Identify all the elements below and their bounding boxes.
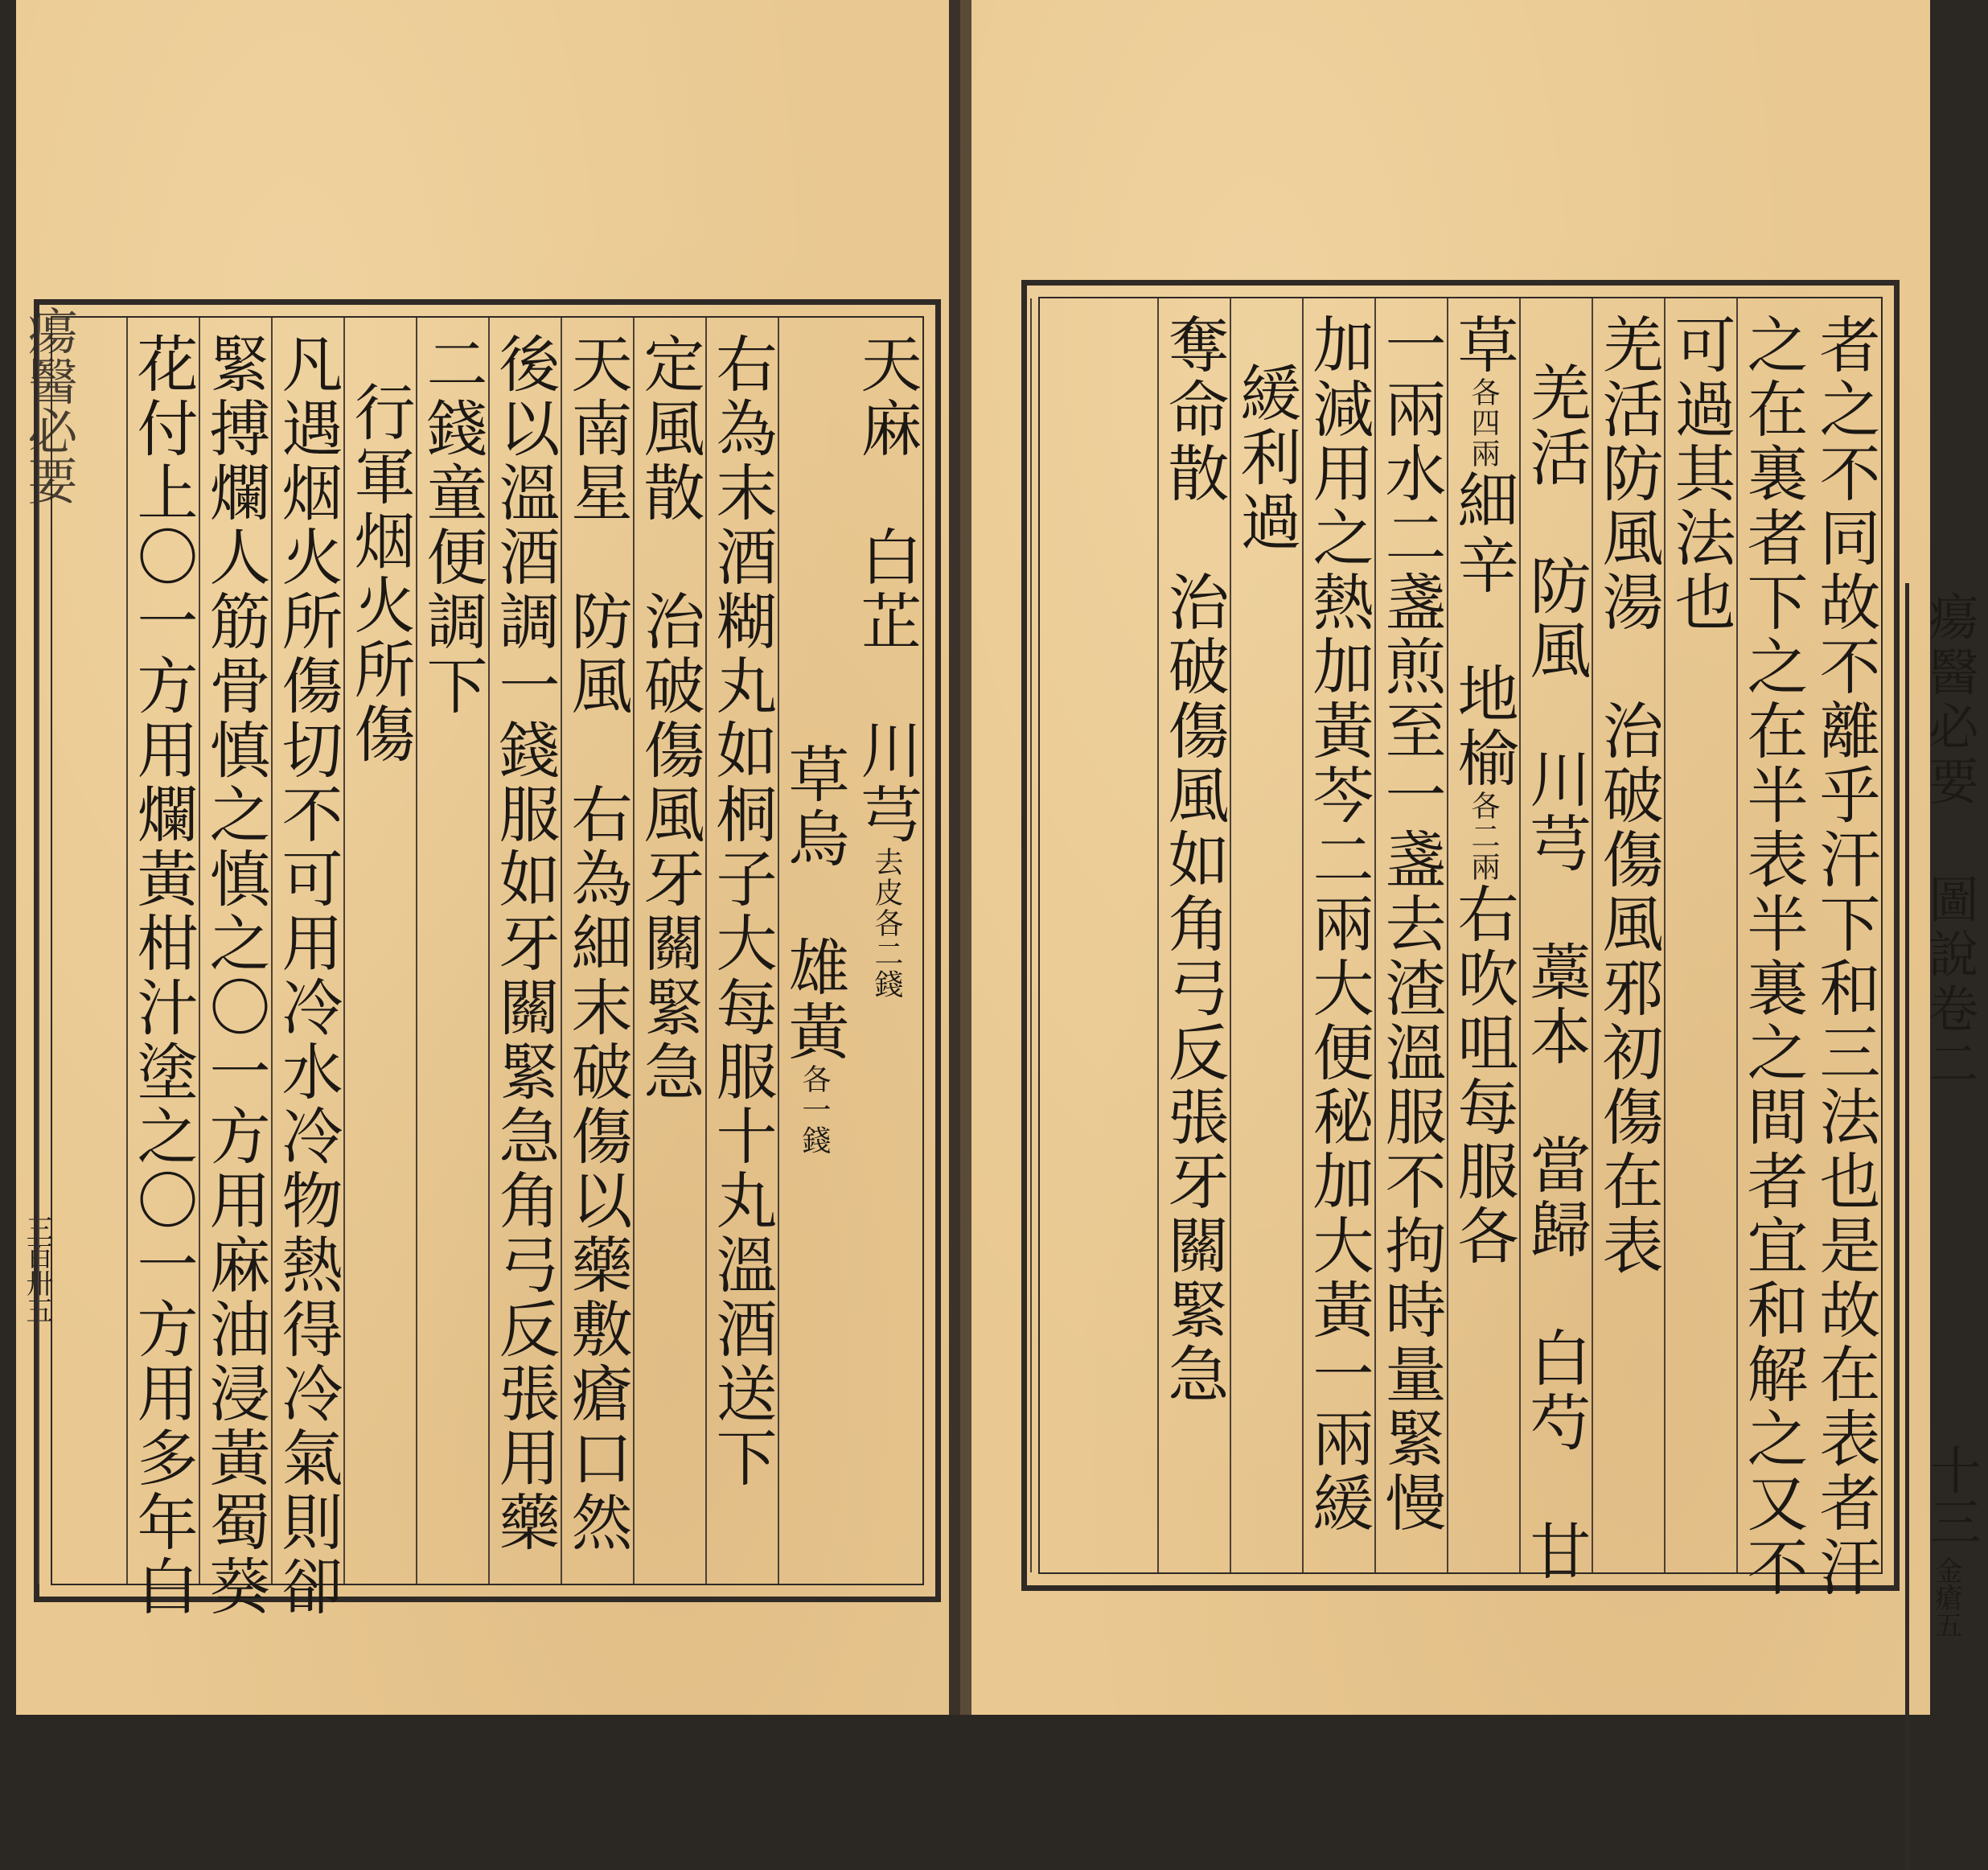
right-col9-text: 緩利過 <box>1230 361 1302 554</box>
left-column-1 <box>850 318 922 1584</box>
right-column-5 <box>1519 298 1592 1584</box>
left-col6-text: 後以溫酒調一錢服如牙關緊急角弓反張用藥 <box>489 332 561 1555</box>
left-col2-text: 草烏 雄黃 <box>778 742 850 1064</box>
left-column-7 <box>416 318 488 1584</box>
right-col4-text: 羌活防風湯 治破傷風邪初傷在表 <box>1592 313 1664 1278</box>
book-gutter-fold <box>960 0 971 1715</box>
left-column-2 <box>778 318 850 1584</box>
right-inner-frame <box>1038 297 1883 1600</box>
right-col1-text: 者之不同故不離乎汗下和三法也是故在表者汗 <box>1809 313 1881 1600</box>
left-column-4 <box>633 318 705 1584</box>
right-column-3 <box>1664 298 1736 1572</box>
left-column-3 <box>705 318 778 1584</box>
right-col5-text: 羌活 防風 川芎 藁本 當歸 白芍 甘 <box>1520 361 1592 1584</box>
left-col7-text: 二錢童便調下 <box>417 332 488 718</box>
right-margin-title: 瘍醫必要 圖說卷二 <box>1920 591 1979 1092</box>
right-col8-text: 加減用之熱加黃芩二兩大便秘加大黃一兩緩 <box>1303 313 1374 1535</box>
right-column-8 <box>1302 298 1374 1572</box>
left-col8-text: 行軍烟火所傷 <box>344 380 416 766</box>
left-col9-text: 凡遇烟火所傷切不可用冷水冷物熱得冷氣則卻 <box>272 332 343 1619</box>
right-page <box>971 0 1981 1715</box>
left-col2-note: 各一錢 <box>798 1064 831 1156</box>
right-column-6 <box>1447 298 1519 1572</box>
left-col5-text: 天南星 防風 右為細末破傷以藥敷瘡口然 <box>561 332 633 1555</box>
left-text-frame <box>34 299 941 1619</box>
right-col7-text: 一兩水二盞煎至一盞去渣溫服不拘時量緊慢 <box>1375 313 1447 1535</box>
right-col10-text: 奪命散 治破傷風如角弓反張牙關緊急 <box>1158 313 1230 1407</box>
left-column-6 <box>488 318 561 1584</box>
left-col1-note: 去皮各二錢 <box>870 847 903 1000</box>
right-col6-text: 草 <box>1448 313 1519 377</box>
left-inner-frame <box>51 316 924 1619</box>
right-column-10 <box>1157 298 1230 1572</box>
book-gutter-shadow <box>949 0 960 1715</box>
right-col6-text-c: 右吹咀每服各 <box>1448 882 1519 1268</box>
right-col3-text: 可過其法也 <box>1665 313 1736 635</box>
right-col6-note-b: 各二兩 <box>1467 791 1500 882</box>
left-margin-title: 瘍醫必要 <box>19 306 78 505</box>
right-col6-note: 各四兩 <box>1467 377 1500 469</box>
right-column-1 <box>1809 298 1881 1600</box>
right-text-frame <box>1021 280 1981 1638</box>
right-page-number: 十三 <box>1921 1444 1981 1547</box>
left-col4-text: 定風散 治破傷風牙關緊急 <box>634 332 705 1104</box>
right-margin-strip <box>1905 583 1981 1870</box>
right-column-11-blank <box>1030 298 1157 1572</box>
left-col11-text: 花付上〇一方用爛黃柑汁塗之〇一方用多年白 <box>127 332 199 1619</box>
right-margin-section: 金瘡五 <box>1930 1556 1962 1638</box>
left-column-9 <box>271 318 343 1619</box>
left-column-11 <box>126 318 199 1619</box>
right-column-2 <box>1736 298 1809 1600</box>
left-col10-text: 緊搏爛人筋骨慎之慎之〇一方用麻油浸黃蜀葵 <box>199 332 271 1619</box>
right-column-7 <box>1374 298 1447 1572</box>
right-col2-text: 之在裏者下之在半表半裏之間者宜和解之又不 <box>1737 313 1809 1600</box>
left-page-number: 三百卅五 <box>21 1214 53 1324</box>
left-column-10 <box>199 318 271 1619</box>
left-page <box>16 0 949 1715</box>
right-column-4 <box>1592 298 1664 1572</box>
left-col3-text: 右為末酒糊丸如桐子大每服十丸溫酒送下 <box>706 332 778 1490</box>
right-col6-text-b: 細辛 地榆 <box>1448 469 1519 791</box>
right-column-9 <box>1230 298 1302 1572</box>
left-column-5 <box>561 318 633 1584</box>
left-column-8 <box>343 318 416 1584</box>
left-col1-text: 天麻 白芷 川芎 <box>851 332 922 847</box>
left-column-12-blank <box>38 318 126 1584</box>
